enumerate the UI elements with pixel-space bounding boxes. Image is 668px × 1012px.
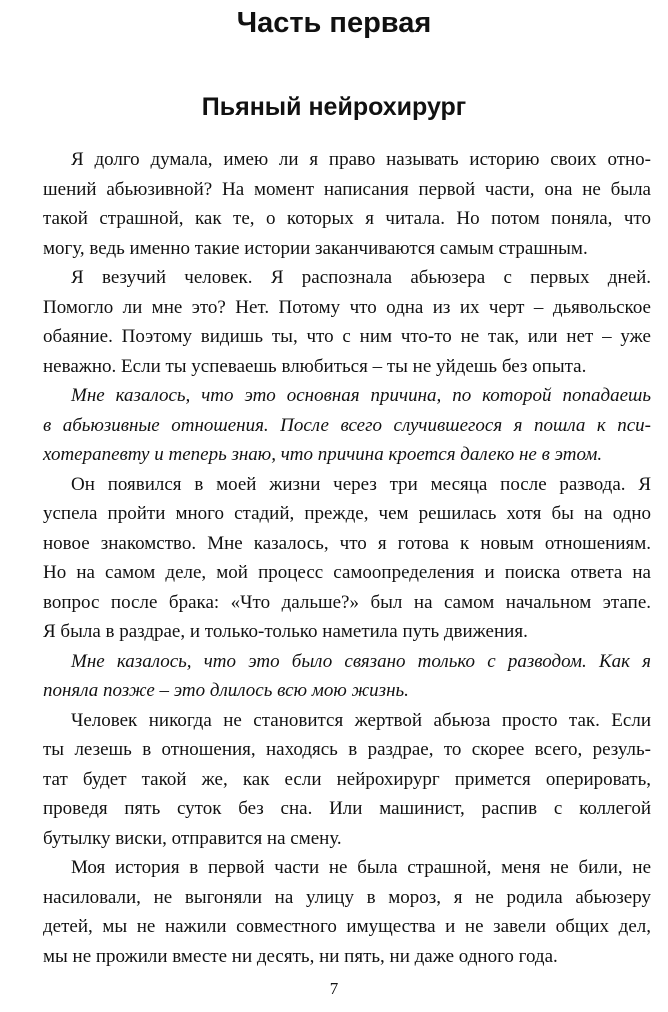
paragraph [15, 706, 651, 854]
paragraph [15, 853, 651, 971]
text-line: обаяние. Поэтому видишь ты, что с ним что-то не так, или нет – уже [43, 326, 651, 347]
text-line: поняла позже – это длилось всю мою жизнь. [43, 680, 409, 701]
italic-paragraph [15, 381, 651, 470]
text-line: Я везучий человек. Я распознала абьюзера с первых дней. [71, 267, 651, 288]
text-line: новое знакомство. Мне казалось, что я готова к новым отношениям. [43, 532, 651, 554]
italic-paragraph [15, 647, 651, 706]
text-line: такой страшной, как те, о которых я читала. Но потом поняла, что [43, 208, 651, 229]
text-line: ты лезешь в отношения, находясь в раздрае, то скорее всего, резуль- [43, 739, 651, 760]
text-line: Я долго думала, имею ли я право называть историю своих отно- [71, 149, 651, 170]
text-line: мы не прожили вместе ни десять, ни пять, ни даже одного года. [43, 945, 558, 967]
text-line: успела пройти много стадий, прежде, чем решилась хотя бы на одно [43, 503, 651, 524]
text-line: бутылку виски, отправится на смену. [43, 827, 342, 849]
paragraph [15, 263, 651, 381]
text-line: насиловали, не выгоняли на улицу в мороз, я не родила абьюзеру [43, 886, 651, 908]
text-line: в абьюзивные отношения. После всего случившегося я пошла к пси- [43, 414, 651, 436]
body-text [15, 145, 651, 971]
text-line: Он появился в моей жизни через три месяца после развода. Я [71, 473, 651, 495]
text-line: неважно. Если ты успеваешь влюбиться – ты не уйдешь без опыта. [43, 355, 587, 377]
text-line: детей, мы не нажили совместного имущества и не завели общих дел, [43, 916, 651, 937]
text-line: могу, ведь именно такие истории заканчиваются самым страшным. [43, 237, 588, 259]
chapter-title: Пьяный нейрохирург [201, 93, 467, 121]
text-line: тат будет такой же, как если нейрохирург примется оперировать, [43, 768, 651, 790]
text-line: Моя история в первой части не была страшной, меня не били, не [71, 857, 651, 878]
text-line: хотерапевту и теперь знаю, что причина кроется далеко не в этом. [43, 444, 603, 465]
text-line: проведя пять суток без сна. Или машинист, распив с коллегой [43, 798, 651, 819]
paragraph [15, 470, 651, 647]
part-title: Часть первая [236, 7, 432, 39]
page-number: 7 [329, 979, 339, 998]
text-line: Мне казалось, что это было связано только с разводом. Как я [71, 650, 651, 672]
text-line: Человек никогда не становится жертвой абьюза просто так. Если [71, 709, 651, 731]
text-line: Я была в раздрае, и только-только наметила путь движения. [43, 621, 528, 642]
text-line: Помогло ли мне это? Нет. Потому что одна из их черт – дьявольское [43, 296, 651, 318]
paragraph [15, 145, 651, 263]
text-line: шений абьюзивной? На момент написания первой части, она не была [43, 178, 651, 200]
text-line: вопрос после брака: «Что дальше?» был на самом начальном этапе. [43, 591, 651, 613]
text-line: Мне казалось, что это основная причина, по которой попадаешь [71, 385, 651, 406]
text-line: Но на самом деле, мой процесс самоопределения и поиска ответа на [43, 562, 651, 583]
